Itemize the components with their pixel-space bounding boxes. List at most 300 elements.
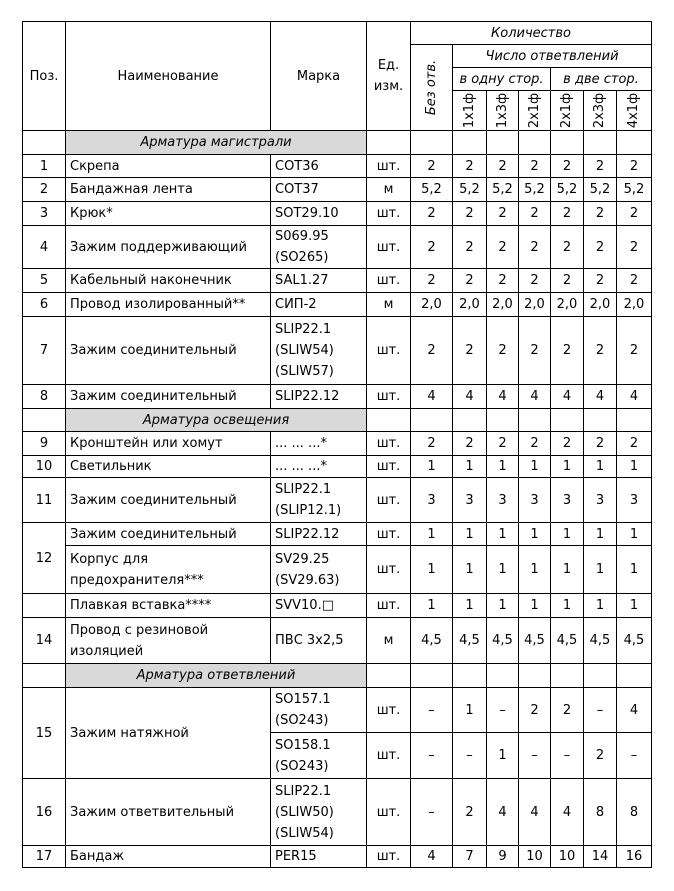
row-unit bbox=[366, 845, 411, 868]
row-value-text: 4,5 bbox=[623, 633, 645, 648]
row-value bbox=[518, 154, 551, 178]
row-value bbox=[518, 177, 551, 202]
row-value-text: 1 bbox=[530, 459, 539, 474]
row-value bbox=[550, 292, 584, 317]
row-value-text: 2 bbox=[595, 748, 605, 763]
row-name-text: Провод изолированный** bbox=[70, 297, 246, 312]
row-value-text: 1 bbox=[629, 598, 639, 613]
row-unit-text: шт. bbox=[376, 436, 401, 451]
row-value-text: 2 bbox=[562, 239, 572, 255]
row-mark-text: SO158.1 (SO243) bbox=[275, 737, 331, 774]
row-value bbox=[452, 593, 487, 618]
row-value-text: 1 bbox=[562, 459, 572, 474]
row-value bbox=[550, 778, 584, 846]
row-mark-text: SO157.1 (SO243) bbox=[275, 692, 331, 728]
row-value-text: 5,2 bbox=[589, 182, 611, 197]
row-value-text: 2 bbox=[595, 436, 605, 451]
row-unit bbox=[366, 732, 411, 779]
row-unit-text: шт. bbox=[376, 389, 401, 404]
row-value-text: 2 bbox=[498, 436, 507, 451]
row-value-text: 2 bbox=[562, 702, 572, 718]
header-name-text: Наименование bbox=[117, 68, 219, 84]
row-pos bbox=[22, 225, 66, 269]
row-pos-text: 9 bbox=[39, 436, 49, 451]
row-value-text: 1 bbox=[595, 598, 605, 613]
row-value-text: 4 bbox=[595, 389, 605, 404]
row-value-text: 9 bbox=[498, 849, 507, 864]
row-value bbox=[486, 732, 519, 779]
row-value-text: 10 bbox=[526, 849, 543, 864]
header-name bbox=[65, 21, 271, 131]
row-unit bbox=[366, 593, 411, 618]
row-pos bbox=[22, 268, 66, 293]
header-sub-4-text: 2x1ф bbox=[559, 92, 575, 129]
row-value bbox=[486, 154, 519, 178]
row-mark-text: SOT29.10 bbox=[275, 206, 339, 221]
row-value bbox=[518, 593, 551, 618]
header-two-side bbox=[550, 67, 652, 91]
row-name-text: Зажим соединительный bbox=[70, 343, 237, 358]
row-value-text: 2 bbox=[465, 273, 474, 288]
row-value-text: 2,0 bbox=[459, 297, 480, 312]
row-value-text: 2 bbox=[530, 206, 539, 221]
row-mark bbox=[270, 778, 367, 846]
row-pos-text: 5 bbox=[39, 273, 49, 288]
row-value-text: 1 bbox=[427, 562, 436, 577]
row-value bbox=[583, 225, 617, 269]
row-value-text: 1 bbox=[465, 598, 474, 613]
header-no-branch bbox=[410, 44, 453, 131]
row-mark-text: SLIP22.1 (SLIP12.1) bbox=[275, 482, 342, 518]
header-pos bbox=[22, 21, 66, 131]
row-value bbox=[550, 732, 584, 779]
row-value bbox=[410, 617, 453, 664]
row-value-text: 3 bbox=[595, 492, 605, 508]
row-value bbox=[550, 522, 584, 546]
row-value-text: 2 bbox=[427, 273, 436, 288]
row-value bbox=[550, 177, 584, 202]
row-unit-text: шт. bbox=[376, 206, 401, 221]
row-value bbox=[486, 384, 519, 409]
row-value bbox=[616, 292, 652, 317]
row-value bbox=[410, 177, 453, 202]
row-value-text: 1 bbox=[498, 748, 507, 763]
row-value bbox=[452, 225, 487, 269]
row-mark-text: ... ... ...* bbox=[275, 436, 327, 451]
row-value-text: 2 bbox=[562, 436, 572, 451]
header-sub-5-text: 2x3ф bbox=[592, 92, 608, 129]
row-mark bbox=[270, 593, 367, 618]
row-value bbox=[583, 316, 617, 385]
row-mark bbox=[270, 225, 367, 269]
row-name bbox=[65, 845, 271, 868]
row-pos bbox=[22, 201, 66, 226]
row-unit-text: шт. bbox=[376, 273, 401, 288]
row-value-text: 1 bbox=[427, 598, 436, 613]
row-value bbox=[583, 687, 617, 733]
row-value bbox=[518, 687, 551, 733]
header-unit bbox=[366, 21, 411, 131]
row-name bbox=[65, 477, 271, 523]
row-value bbox=[486, 545, 519, 594]
row-pos bbox=[22, 593, 66, 618]
row-unit-text: шт. bbox=[376, 239, 401, 255]
header-sub-4 bbox=[550, 90, 584, 131]
row-unit-text: шт. bbox=[376, 459, 401, 474]
section-title-text: Арматура ответвлений bbox=[136, 668, 296, 683]
section-unit-blank bbox=[366, 408, 411, 432]
row-value bbox=[486, 431, 519, 456]
row-value bbox=[583, 455, 617, 478]
row-value bbox=[583, 522, 617, 546]
row-mark-text: S069.95 (SO265) bbox=[275, 229, 329, 265]
row-pos bbox=[22, 316, 66, 385]
row-value-text: 1 bbox=[595, 459, 605, 474]
row-pos bbox=[22, 778, 66, 846]
row-value-text: 2,0 bbox=[492, 297, 513, 312]
row-value bbox=[518, 455, 551, 478]
row-name-text: Кабельный наконечник bbox=[70, 273, 232, 288]
row-unit-text: шт. bbox=[376, 598, 401, 613]
row-value bbox=[452, 431, 487, 456]
row-value-text: 1 bbox=[465, 562, 474, 577]
row-unit bbox=[366, 384, 411, 409]
row-value bbox=[616, 522, 652, 546]
row-value-text: 1 bbox=[530, 598, 539, 613]
row-value bbox=[410, 292, 453, 317]
row-pos-text: 17 bbox=[35, 849, 53, 864]
row-name-text: Светильник bbox=[70, 459, 152, 474]
row-value bbox=[616, 225, 652, 269]
row-value bbox=[486, 617, 519, 664]
row-value bbox=[486, 225, 519, 269]
row-value bbox=[550, 617, 584, 664]
row-value-text: 2,0 bbox=[556, 297, 578, 312]
row-value bbox=[518, 292, 551, 317]
row-value bbox=[616, 201, 652, 226]
section-blank-cell bbox=[583, 663, 617, 688]
row-unit bbox=[366, 545, 411, 594]
row-value bbox=[518, 617, 551, 664]
section-blank-cell bbox=[452, 130, 487, 155]
row-value-text: 5,2 bbox=[556, 182, 578, 197]
row-value-text: 2,0 bbox=[589, 297, 611, 312]
header-sub-3 bbox=[518, 90, 551, 131]
row-pos bbox=[22, 455, 66, 478]
row-value-text: 1 bbox=[498, 562, 507, 577]
row-value-text: 4 bbox=[562, 389, 572, 404]
row-value bbox=[452, 177, 487, 202]
row-value-text: 2 bbox=[530, 436, 539, 451]
row-value-text: 2 bbox=[595, 239, 605, 255]
row-value bbox=[550, 545, 584, 594]
row-value-text: 1 bbox=[530, 562, 539, 577]
header-one-side bbox=[452, 67, 551, 91]
row-value bbox=[550, 384, 584, 409]
row-mark-text: SLIP22.12 bbox=[275, 389, 340, 404]
row-name-text: Корпус для предохранителя*** bbox=[70, 551, 204, 588]
row-value-text: 2,0 bbox=[524, 297, 545, 312]
row-pos bbox=[22, 687, 66, 779]
header-quantity bbox=[410, 21, 652, 45]
row-value-text: 1 bbox=[530, 526, 539, 542]
row-name bbox=[65, 316, 271, 385]
row-name bbox=[65, 617, 271, 664]
row-value bbox=[518, 545, 551, 594]
row-value-text: 2 bbox=[427, 239, 436, 255]
row-value bbox=[550, 845, 584, 868]
row-value-text: 1 bbox=[562, 598, 572, 613]
row-value bbox=[583, 732, 617, 779]
section-blank-cell bbox=[550, 130, 584, 155]
row-name-text: Крюк* bbox=[70, 206, 113, 221]
row-unit bbox=[366, 268, 411, 293]
row-value-text: 1 bbox=[629, 526, 639, 542]
row-pos-text: 11 bbox=[35, 492, 53, 508]
row-value bbox=[486, 845, 519, 868]
row-value-text: – bbox=[563, 748, 571, 763]
row-name-text: Зажим ответвительный bbox=[70, 804, 235, 820]
row-unit-text: шт. bbox=[376, 492, 401, 508]
row-value-text: 2 bbox=[427, 436, 436, 451]
row-value-text: 2 bbox=[629, 436, 639, 451]
header-sub-1-text: 1x1ф bbox=[462, 92, 478, 129]
row-unit bbox=[366, 431, 411, 456]
row-value-text: 8 bbox=[595, 804, 605, 820]
row-unit-text: шт. bbox=[376, 849, 401, 864]
row-unit bbox=[366, 477, 411, 523]
row-mark bbox=[270, 617, 367, 664]
row-pos bbox=[22, 384, 66, 409]
row-mark bbox=[270, 477, 367, 523]
row-value-text: 4,5 bbox=[421, 633, 442, 648]
row-value bbox=[518, 225, 551, 269]
header-sub-5 bbox=[583, 90, 617, 131]
row-value bbox=[410, 455, 453, 478]
row-value-text: 1 bbox=[498, 526, 507, 542]
row-value bbox=[410, 545, 453, 594]
row-value-text: 5,2 bbox=[623, 182, 645, 197]
row-value bbox=[518, 522, 551, 546]
row-value-text: 2 bbox=[595, 343, 605, 358]
row-unit bbox=[366, 201, 411, 226]
row-value bbox=[583, 201, 617, 226]
row-value-text: 2 bbox=[595, 273, 605, 288]
row-value-text: 2 bbox=[562, 343, 572, 358]
row-value bbox=[550, 593, 584, 618]
section-blank-cell bbox=[583, 408, 617, 432]
row-value-text: 2 bbox=[465, 436, 474, 451]
row-value-text: 1 bbox=[498, 459, 507, 474]
row-unit bbox=[366, 154, 411, 178]
row-value bbox=[583, 617, 617, 664]
row-value bbox=[616, 593, 652, 618]
section-blank-cell bbox=[486, 408, 519, 432]
row-value bbox=[486, 687, 519, 733]
row-value-text: 3 bbox=[427, 492, 436, 508]
row-pos bbox=[22, 177, 66, 202]
row-value-text: 2 bbox=[562, 273, 572, 288]
section-pos-blank bbox=[22, 663, 66, 688]
row-unit bbox=[366, 687, 411, 733]
row-value bbox=[452, 845, 487, 868]
row-value bbox=[616, 477, 652, 523]
row-value bbox=[616, 732, 652, 779]
row-value bbox=[518, 431, 551, 456]
row-value bbox=[583, 593, 617, 618]
row-value-text: 2 bbox=[629, 273, 639, 288]
row-name-text: Зажим поддерживающий bbox=[70, 239, 247, 255]
row-value bbox=[550, 687, 584, 733]
row-mark bbox=[270, 845, 367, 868]
header-pos-text: Поз. bbox=[29, 68, 59, 84]
row-value-text: 2 bbox=[427, 343, 436, 358]
row-value bbox=[486, 477, 519, 523]
row-value-text: 5,2 bbox=[524, 182, 545, 197]
row-value bbox=[410, 384, 453, 409]
row-value-text: 8 bbox=[629, 804, 639, 820]
row-value bbox=[410, 477, 453, 523]
row-mark-text: SLIP22.12 bbox=[275, 526, 340, 542]
row-value-text: 4,5 bbox=[459, 633, 480, 648]
row-pos-text: 8 bbox=[39, 389, 49, 404]
row-value bbox=[486, 292, 519, 317]
row-value bbox=[518, 477, 551, 523]
row-value-text: 5,2 bbox=[492, 182, 513, 197]
row-value-text: 2 bbox=[465, 239, 474, 255]
row-value bbox=[616, 384, 652, 409]
row-value-text: 1 bbox=[465, 702, 474, 718]
row-unit-text: шт. bbox=[376, 526, 401, 542]
row-mark bbox=[270, 687, 367, 733]
section-blank-cell bbox=[583, 130, 617, 155]
row-name bbox=[65, 778, 271, 846]
row-value-text: 2 bbox=[530, 343, 539, 358]
section-blank-cell bbox=[410, 130, 453, 155]
row-value bbox=[410, 431, 453, 456]
row-value-text: 3 bbox=[530, 492, 539, 508]
row-value-text: 2 bbox=[629, 206, 639, 221]
row-value-text: 2,0 bbox=[421, 297, 442, 312]
section-pos-blank bbox=[22, 408, 66, 432]
row-mark bbox=[270, 384, 367, 409]
row-value-text: 2 bbox=[498, 273, 507, 288]
row-value bbox=[452, 384, 487, 409]
row-value-text: 1 bbox=[427, 526, 436, 542]
row-value bbox=[486, 316, 519, 385]
row-value bbox=[583, 545, 617, 594]
row-value bbox=[518, 845, 551, 868]
row-value-text: 2 bbox=[629, 158, 639, 174]
row-value bbox=[410, 778, 453, 846]
row-name-text: Кронштейн или хомут bbox=[70, 436, 223, 451]
row-name bbox=[65, 522, 271, 546]
row-value bbox=[616, 316, 652, 385]
row-value bbox=[550, 154, 584, 178]
row-value bbox=[410, 593, 453, 618]
row-name bbox=[65, 384, 271, 409]
row-value bbox=[616, 455, 652, 478]
row-value-text: 2 bbox=[498, 158, 507, 174]
row-pos-text: 6 bbox=[39, 297, 49, 312]
row-value-text: 4,5 bbox=[589, 633, 611, 648]
header-no-branch-text: Без отв. bbox=[424, 59, 440, 116]
row-mark bbox=[270, 545, 367, 594]
row-value-text: 2 bbox=[498, 343, 507, 358]
row-unit-text: м bbox=[383, 633, 394, 648]
row-pos bbox=[22, 292, 66, 317]
row-pos-text: 4 bbox=[39, 239, 49, 255]
row-mark bbox=[270, 201, 367, 226]
row-value bbox=[410, 845, 453, 868]
section-blank-cell bbox=[518, 663, 551, 688]
row-value bbox=[616, 431, 652, 456]
row-value bbox=[616, 154, 652, 178]
row-value bbox=[452, 292, 487, 317]
row-name bbox=[65, 225, 271, 269]
row-value-text: 3 bbox=[629, 492, 639, 508]
row-value-text: 2 bbox=[530, 702, 539, 718]
row-mark-text: COT36 bbox=[275, 158, 319, 174]
row-value-text: 2 bbox=[427, 206, 436, 221]
row-value-text: 14 bbox=[591, 849, 609, 864]
header-unit-text: Ед. изм. bbox=[373, 58, 404, 94]
row-unit-text: м bbox=[383, 182, 394, 197]
header-sub-1 bbox=[452, 90, 487, 131]
row-value bbox=[410, 522, 453, 546]
row-value-text: – bbox=[428, 804, 435, 820]
row-value bbox=[550, 477, 584, 523]
row-name bbox=[65, 593, 271, 618]
row-value-text: 3 bbox=[562, 492, 572, 508]
row-value-text: – bbox=[428, 748, 435, 763]
section-blank-cell bbox=[486, 130, 519, 155]
row-mark-text: PER15 bbox=[275, 849, 317, 864]
row-value-text: 2 bbox=[595, 158, 605, 174]
section-blank-cell bbox=[616, 130, 652, 155]
section-blank-cell bbox=[410, 663, 453, 688]
row-value-text: 4 bbox=[530, 389, 539, 404]
row-name-text: Зажим соединительный bbox=[70, 492, 237, 508]
row-value bbox=[550, 455, 584, 478]
row-value-text: 1 bbox=[427, 459, 436, 474]
row-value-text: 4 bbox=[629, 389, 639, 404]
row-value-text: 1 bbox=[629, 562, 639, 577]
row-name-text: Бандажная лента bbox=[70, 182, 193, 197]
row-value bbox=[616, 778, 652, 846]
section-title bbox=[65, 663, 367, 688]
section-title bbox=[65, 408, 367, 432]
row-value bbox=[452, 687, 487, 733]
row-mark bbox=[270, 154, 367, 178]
row-name bbox=[65, 455, 271, 478]
row-pos-text: 3 bbox=[39, 206, 49, 221]
row-name bbox=[65, 268, 271, 293]
header-mark-text: Марка bbox=[296, 68, 341, 84]
section-blank-cell bbox=[616, 663, 652, 688]
row-value bbox=[410, 268, 453, 293]
row-unit bbox=[366, 292, 411, 317]
row-value bbox=[452, 316, 487, 385]
row-mark bbox=[270, 455, 367, 478]
row-value bbox=[583, 845, 617, 868]
row-value bbox=[550, 268, 584, 293]
row-value bbox=[616, 845, 652, 868]
row-value bbox=[452, 545, 487, 594]
row-name-text: Бандаж bbox=[70, 849, 125, 864]
header-one-side-text: в одну стор. bbox=[459, 71, 544, 87]
row-value bbox=[452, 154, 487, 178]
